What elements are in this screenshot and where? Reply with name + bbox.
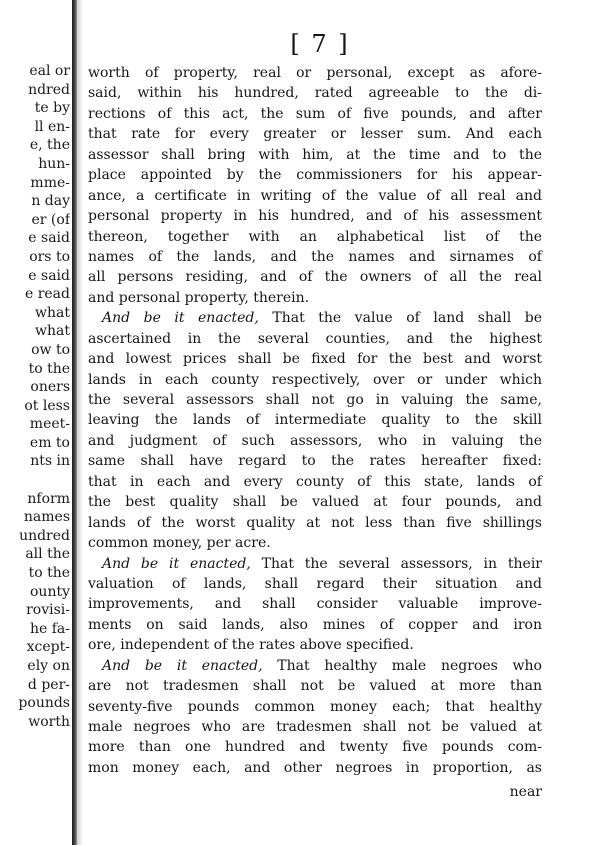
left-fragment-line: te by	[34, 100, 70, 117]
main-text-block	[88, 63, 542, 778]
left-fragment-line: he fa-	[29, 620, 70, 637]
left-fragment-line: em to	[29, 434, 70, 451]
text-line: ments on said lands, also mines of copper and iron	[88, 616, 542, 633]
text-line: worth of property, real or personal, except as afore-	[88, 65, 542, 81]
text-line: lands in each county respectively, over or under which	[88, 371, 542, 388]
text-line: are not tradesmen shall not be valued at more than	[88, 678, 542, 695]
left-fragment-line: all the	[25, 546, 70, 563]
enacting-clause: And be it enacted,	[102, 555, 251, 572]
left-fragment-line: nform	[27, 490, 70, 507]
left-fragment-line	[0, 471, 70, 490]
text-run: That the several assessors, in their	[250, 555, 542, 572]
left-fragment-line: ow to	[31, 341, 70, 358]
text-line: seventy-five pounds common money each; that healthy	[88, 698, 542, 715]
text-run: That the value of land shall be	[258, 310, 542, 327]
text-line: personal property in his hundred, and of his assessment	[88, 208, 542, 225]
left-fragment-line: mme-	[30, 174, 70, 191]
text-line: improvements, and shall consider valuable improve-	[88, 596, 542, 613]
left-fragment-line: e read	[24, 286, 70, 303]
left-fragment-line: oners	[30, 379, 70, 396]
left-fragment-line: pounds	[18, 695, 70, 712]
text-line: place appointed by the commissioners for his appear-	[88, 167, 542, 184]
left-page-fragment	[0, 62, 70, 731]
page-number: [ 7 ]	[290, 30, 350, 58]
left-fragment-line: worth	[28, 713, 70, 730]
left-fragment-line: meet-	[29, 416, 70, 433]
left-fragment-line: what	[35, 323, 70, 340]
text-line: leaving the lands of intermediate quality to the skill	[88, 412, 542, 429]
text-line: male negroes who are tradesmen shall not be valued at	[88, 719, 542, 735]
text-line: assessor shall bring with him, at the time and to the	[88, 146, 542, 163]
text-line: and personal property, therein.	[88, 289, 310, 306]
left-fragment-line: undred	[19, 527, 70, 544]
text-line: said, within his hundred, rated agreeable to the di-	[88, 85, 542, 102]
left-fragment-line: what	[35, 304, 70, 321]
text-line: the best quality shall be valued at four pounds, and	[88, 494, 542, 511]
paragraph-start	[88, 308, 542, 328]
gutter-fold	[72, 0, 77, 845]
left-fragment-line: rovisi-	[26, 602, 70, 619]
text-line: lands of the worst quality at not less than five shillings	[88, 514, 542, 531]
text-line: and lowest prices shall be fixed for the best and worst	[88, 351, 542, 368]
text-line: valuation of lands, shall regard their situation and	[88, 575, 542, 592]
left-fragment-line: e said	[28, 230, 70, 247]
text-line: ascertained in the several counties, and the highest	[88, 330, 542, 347]
text-line: rections of this act, the sum of five pounds, and after	[88, 105, 542, 122]
text-line: ance, a certificate in writing of the value of all real and	[88, 187, 542, 204]
paragraph-start	[88, 554, 542, 574]
left-fragment-line: ll en-	[34, 118, 70, 135]
text-line: mon money each, and other negroes in proportion, as	[88, 759, 542, 776]
text-line: all persons residing, and of the owners of all the real	[88, 269, 542, 286]
left-fragment-line: e said	[28, 267, 70, 284]
text-line: thereon, together with an alphabetical list of the	[88, 228, 542, 245]
text-line: same shall have regard to the rates hereafter fixed:	[88, 453, 542, 470]
text-run: That healthy male negroes who	[262, 657, 542, 674]
text-line: ore, independent of the rates above specified.	[88, 637, 414, 654]
text-line: and judgment of such assessors, who in valuing the	[88, 432, 542, 449]
left-fragment-line: ely on	[27, 658, 70, 674]
left-fragment-line: ounty	[30, 583, 70, 600]
left-fragment-line: ndred	[28, 81, 70, 98]
left-fragment-line: ors to	[29, 248, 70, 265]
left-fragment-line: names	[23, 509, 70, 526]
text-line: names of the lands, and the names and sirnames of	[88, 248, 542, 265]
text-line: more than one hundred and twenty five pounds com-	[88, 739, 542, 756]
left-fragment-line: to the	[28, 360, 70, 377]
paragraph-start	[88, 656, 542, 676]
text-line: the several assessors shall not go in valuing the same,	[88, 392, 542, 408]
text-line: that rate for every greater or lesser sum. And each	[88, 126, 542, 143]
left-fragment-line: n day	[31, 193, 70, 210]
left-fragment-line: hun-	[38, 155, 70, 172]
enacting-clause: And be it enacted,	[102, 310, 259, 327]
left-fragment-line: er (of	[31, 211, 70, 228]
left-fragment-line: ot less	[24, 397, 70, 414]
left-fragment-line: eal or	[29, 63, 70, 79]
left-fragment-line: to the	[28, 565, 70, 582]
catchword: near	[509, 784, 542, 800]
left-fragment-line: e, the	[29, 137, 70, 154]
text-line: that in each and every county of this state, lands of	[88, 473, 542, 490]
left-fragment-line: nts in	[30, 453, 70, 470]
left-fragment-line: xcept-	[26, 639, 70, 656]
text-line: common money, per acre.	[88, 535, 271, 552]
left-fragment-line: d per-	[27, 676, 70, 693]
enacting-clause: And be it enacted,	[102, 657, 263, 674]
